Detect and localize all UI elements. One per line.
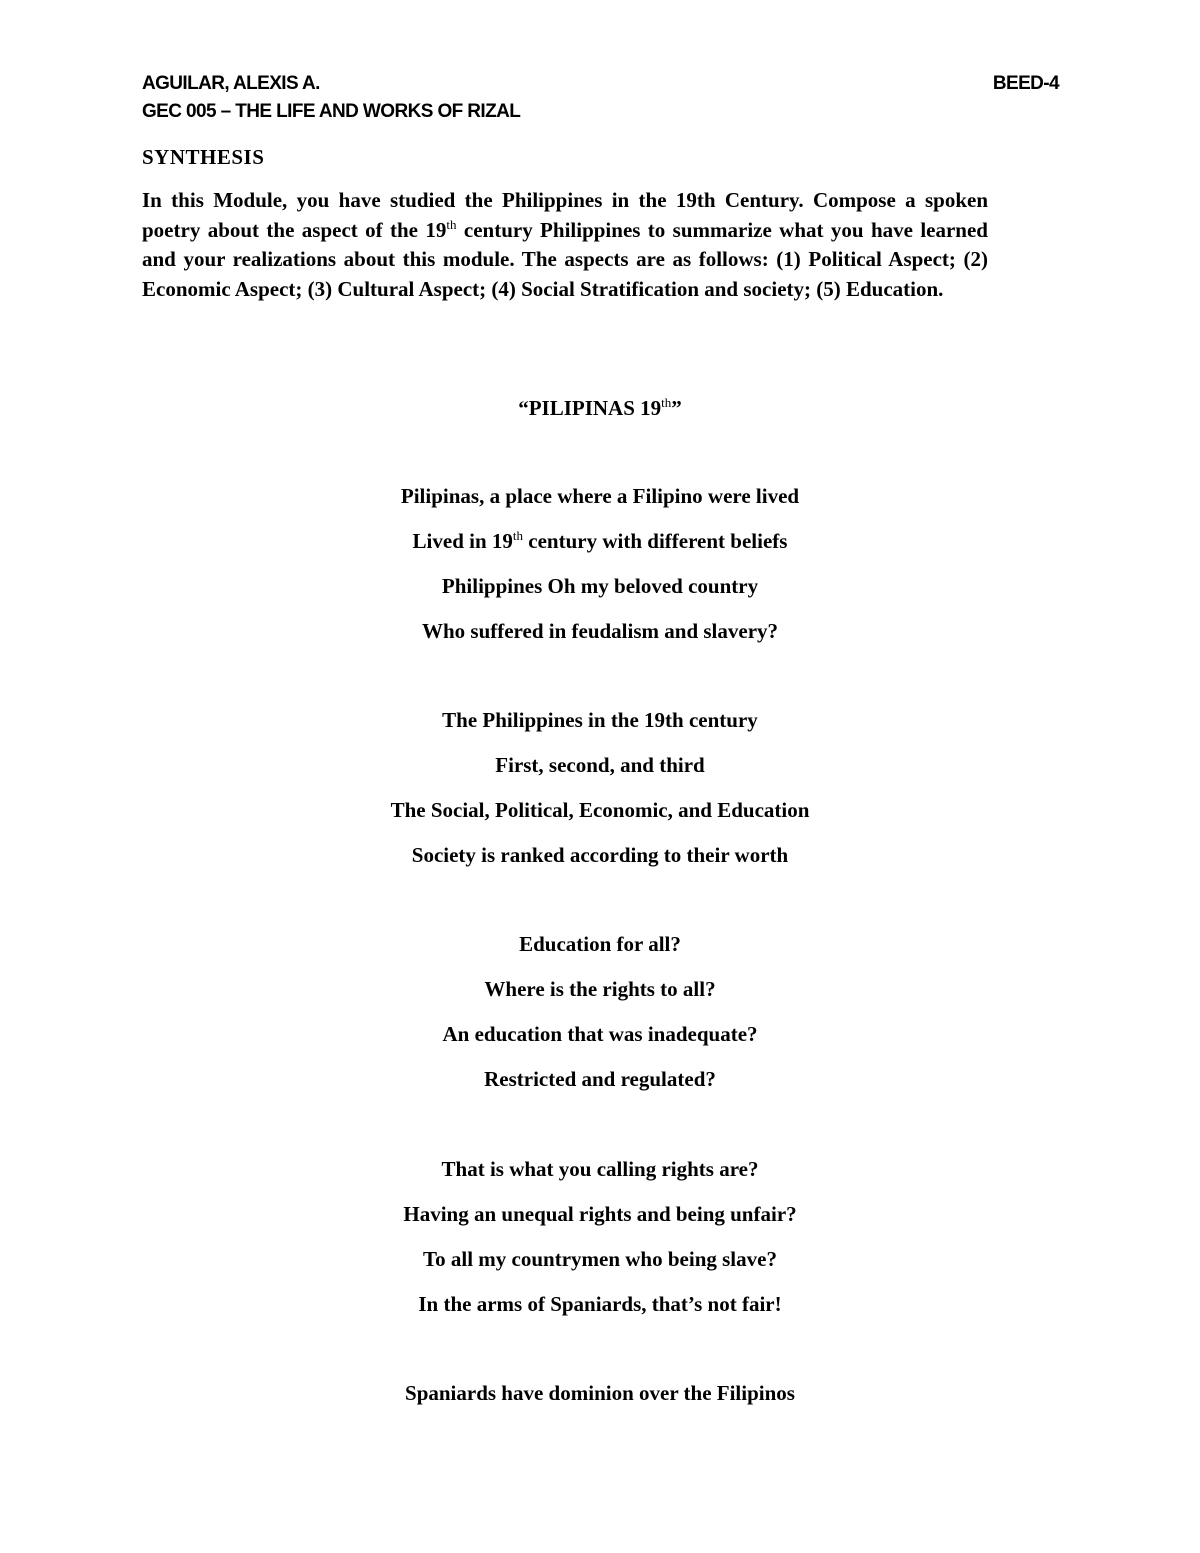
synthesis-prompt — [142, 186, 988, 304]
poem-line: Restricted and regulated? — [484, 1067, 716, 1091]
prompt-text-1: In this Module, you have studied the Philippines in the 19th Century. Compose a spoken poetry about the aspect of the 19 — [142, 188, 988, 242]
poem-line: That is what you calling rights are? — [441, 1157, 759, 1181]
poem-line: To all my countrymen who being slave? — [423, 1247, 777, 1271]
poem-line-superscript: th — [512, 528, 524, 543]
poem-line: Having an unequal rights and being unfair? — [403, 1202, 797, 1226]
poem-line: Pilipinas, a place where a Filipino were lived — [400, 484, 800, 508]
poem-line: In the arms of Spaniards, that’s not fair! — [418, 1292, 782, 1316]
poem-line — [0, 529, 1200, 554]
poem-line: First, second, and third — [495, 753, 705, 777]
poem-line: Who suffered in feudalism and slavery? — [421, 619, 779, 643]
student-section: BEED-4 — [992, 73, 1059, 94]
poem-title — [0, 396, 1200, 421]
poem-line-text-end: century with different beliefs — [523, 529, 788, 553]
poem-title-close: ” — [671, 396, 682, 420]
poem-line-text: Lived in 19 — [412, 529, 513, 553]
poem-line: Philippines Oh my beloved country — [441, 574, 759, 598]
poem-line: Education for all? — [519, 932, 681, 956]
prompt-text-2: century Philippines to summarize what you have learned and your realizations about this module. The aspects are as follows: (1) Political Aspect; (2) Economic Aspect; (3) Cultural Aspect; (4) Social Stratification and society; (5) Education. — [142, 217, 988, 301]
poem-title-text: “PILIPINAS 19 — [518, 396, 662, 420]
poem-line: An education that was inadequate? — [442, 1022, 758, 1046]
prompt-superscript: th — [446, 216, 457, 232]
student-name: AGUILAR, ALEXIS A. — [142, 73, 320, 94]
poem-line: Where is the rights to all? — [484, 977, 716, 1001]
synthesis-heading: SYNTHESIS — [142, 145, 265, 169]
poem-line: Society is ranked according to their worth — [411, 843, 789, 867]
poem-line: The Philippines in the 19th century — [442, 708, 758, 732]
course-title: GEC 005 – THE LIFE AND WORKS OF RIZAL — [142, 101, 521, 122]
poem-title-superscript: th — [661, 395, 672, 410]
poem-line: Spaniards have dominion over the Filipinos — [405, 1381, 795, 1405]
poem-line: The Social, Political, Economic, and Education — [390, 798, 810, 822]
